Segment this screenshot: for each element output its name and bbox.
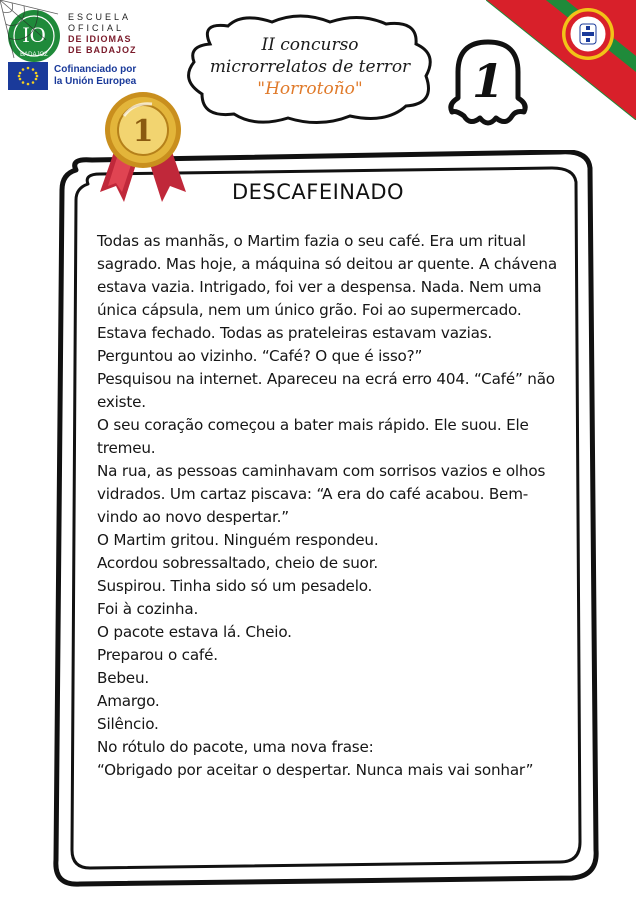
portugal-flag-icon [486,0,636,120]
story-paragraph: Suspirou. Tinha sido só um pesadelo. [97,577,373,595]
medal-number: 1 [132,114,154,149]
school-line-3: DE IDIOMAS [68,34,132,44]
story-paragraph: Preparou o café. [97,646,218,664]
story-body [93,230,563,782]
story-title: DESCAFEINADO [231,180,405,204]
story-paragraph: “Obrigado por aceitar o despertar. Nunca mais vai sonhar” [97,761,534,779]
contest-title [180,34,440,100]
story-paragraph: O pacote estava lá. Cheio. [97,623,292,641]
place-number: 1 [471,54,504,108]
story-paragraph: Foi à cozinha. [97,600,199,618]
story-paragraph: Amargo. [97,692,160,710]
contest-title-cloud [180,14,440,126]
school-line-1: ESCUELA [68,12,132,22]
school-line-2: OFICIAL [68,23,125,33]
school-badge-text: BADAJOZ [20,52,48,58]
story-paragraph: Silêncio. [97,715,159,733]
story-paragraph: Todas as manhãs, o Martim fazia o seu café. Era um ritual sagrado. Mas hoje, a máquina só deitou ar quente. A chávena estava vazia. Intrigado, foi ver a despensa. Nada. Nem uma única cápsula, nem um único grão. Foi ao supermercado. Estava fechado. Todas as prateleiras estavam vazias. [97,232,557,342]
contest-title-line-3: "Horrotoño" [257,79,363,99]
story-paragraph: Perguntou ao vizinho. “Café? O que é isso?” [97,347,423,365]
eu-line-1: Cofinanciado por [54,64,137,75]
story-paragraph: Bebeu. [97,669,150,687]
spider-web-icon [0,0,60,60]
school-name [68,12,137,56]
story-paragraph: Acordou sobressaltado, cheio de suor. [97,554,379,572]
eu-line-2: la Unión Europea [54,76,137,87]
eu-flag-icon [8,62,48,90]
story-paragraph: Pesquisou na internet. Apareceu na ecrá erro 404. “Café” não existe. [97,370,555,411]
contest-title-line-1: II concurso [261,35,359,55]
svg-text:IO: IO [22,22,46,47]
story-paragraph: Na rua, as pessoas caminhavam com sorrisos vazios e olhos vidrados. Um cartaz piscava: “A era do café acabou. Bem-vindo ao novo despertar.” [97,462,546,526]
story-paragraph: O seu coração começou a bater mais rápido. Ele suou. Ele tremeu. [97,416,529,457]
contest-title-line-2: microrrelatos de terror [209,57,411,77]
school-line-4: DE BADAJOZ [68,45,137,55]
story-paragraph: No rótulo do pacote, uma nova frase: [97,738,374,756]
story-paragraph: O Martim gritou. Ninguém respondeu. [97,531,379,549]
eu-text [54,64,136,88]
